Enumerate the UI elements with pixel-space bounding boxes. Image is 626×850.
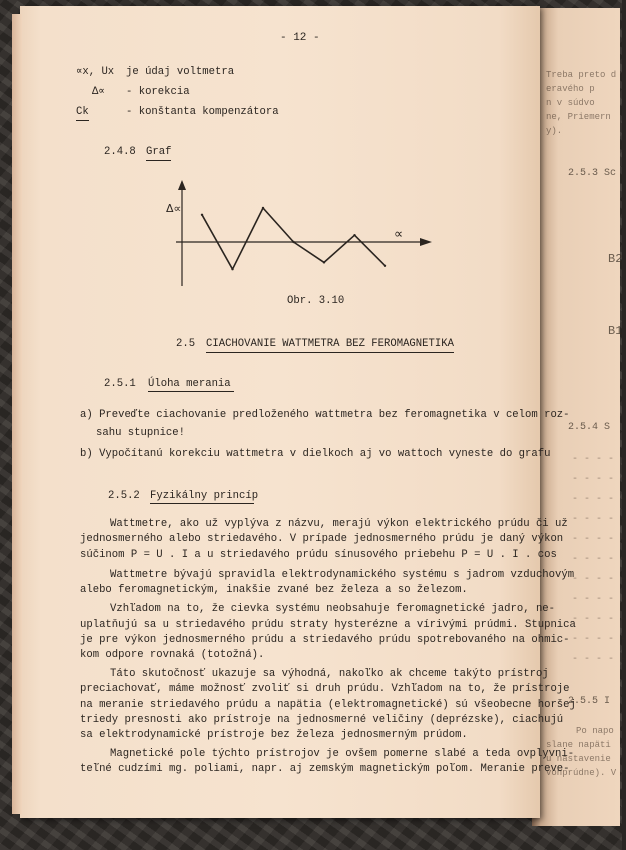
facing-dashes: - - - - - [572, 514, 626, 525]
facing-dashes: - - - - - [572, 494, 626, 505]
facing-dashes: - - - - - [572, 534, 626, 545]
paragraph-line: kom odpore rovnaká (totožná). [80, 649, 265, 661]
paragraph-line: jednosmerného alebo striedavého. V prípade jednosmerného prúdu je daný výkon [80, 533, 564, 545]
section-number: 2.5.2 [108, 490, 140, 502]
facing-dashes: - - - - - [572, 454, 626, 465]
facing-line: eravého p [546, 84, 595, 94]
data-point [231, 268, 233, 270]
task-a-line2: sahu stupnice! [96, 427, 186, 439]
paragraph-line: Wattmetre, ako už vyplýva z názvu, merajú výkon elektrického prúdu či už [110, 518, 568, 530]
paragraph-line: Vzhľadom na to, že cievka systému neobsahuje feromagnetické jadro, ne- [110, 603, 556, 615]
series-line [202, 208, 385, 269]
section-underline [148, 391, 234, 392]
paragraph-line: preciachovať, máme možnosť zvoliť si druh prúdu. Vzhľadom na to, že prístroje [80, 683, 570, 695]
data-point [353, 234, 355, 236]
facing-line: Treba preto d [546, 70, 617, 80]
section-title: Graf [146, 146, 171, 161]
task-a-line1: a) Preveďte ciachovanie predloženého wattmetra bez feromagnetika v celom roz- [80, 409, 570, 421]
definition-symbol: ∝x, Ux [76, 66, 115, 78]
definition-symbol: Δ∝ [92, 86, 105, 98]
facing-line: y). [546, 126, 563, 136]
paragraph-line: uplatňujú sa u striedavého prúdu straty hysterézne a vírivými prúdmi. Stupnica [80, 619, 576, 631]
paragraph-line: je pre výkon jednosmerného prúdu a striedavého prúdu spotrebovaného na ohmic- [80, 634, 570, 646]
section-number: 2.4.8 [104, 146, 136, 158]
facing-line: vonprúdne). V [546, 768, 617, 778]
facing-label-b1: B1 [608, 324, 623, 338]
data-point [323, 261, 325, 263]
x-axis-label: ∝ [394, 227, 404, 242]
facing-dashes: - - - - - [572, 554, 626, 565]
paragraph-line: Táto skutočnosť ukazuje sa výhodná, nakoľko ak chceme takýto prístroj [110, 668, 549, 680]
graph [0, 0, 622, 320]
page-number: - 12 - [280, 32, 320, 44]
paragraph-line: na meranie striedavého prúdu a napätia (elektromagnetické) sú všeobecne horšej [80, 699, 576, 711]
paragraph-line: Magnetické pole týchto prístrojov je ovšem pomerne slabé a teda ovplyvni- [110, 748, 575, 760]
data-point [262, 207, 264, 209]
paragraph-line: Wattmetre bývajú spravidla elektrodynamického systému s jadrom vzduchovým [110, 569, 575, 581]
definition-text: - korekcia [126, 86, 190, 98]
facing-label-b2: B2 [608, 252, 623, 266]
definition-symbol: Ck [76, 106, 89, 121]
facing-dashes: - - - - - [572, 594, 626, 605]
definition-text: je údaj voltmetra [126, 66, 235, 78]
paragraph-line: sa elektrodynamické prístroje bez železa jednosmerným prúdom. [80, 729, 468, 741]
section-title: Fyzikálny princíp [150, 490, 259, 502]
definition-text: - konštanta kompenzátora [126, 106, 279, 118]
y-axis-arrow [178, 180, 186, 190]
facing-dashes: - - - - - [572, 654, 626, 665]
x-axis-arrow [420, 238, 432, 246]
figure-caption: Obr. 3.10 [287, 295, 345, 307]
facing-dashes: - - - - - [572, 614, 626, 625]
section-number: 2.5 [176, 338, 196, 350]
paragraph-line: teľné cudzími mg. poliami, napr. aj zemským magnetickým poľom. Meranie preve- [80, 763, 570, 775]
data-point [292, 241, 294, 243]
paragraph-line: súčinom P = U . I a u striedavého prúdu sínusového priebehu P = U . I . cos [80, 549, 557, 561]
facing-line: u nastavenie [546, 754, 611, 764]
facing-heading: 2.5.4 S [568, 422, 611, 433]
facing-line: slane napäti [546, 740, 611, 750]
facing-heading: 2.5.5 I [568, 696, 611, 707]
data-point [201, 214, 203, 216]
facing-line: n v súdvo [546, 98, 595, 108]
data-point [384, 265, 386, 267]
y-axis-label: Δ∝ [166, 202, 182, 215]
paragraph-line: alebo feromagnetickým, inakšie zvané bez železa a so železom. [80, 584, 468, 596]
section-title: Úloha merania [148, 378, 231, 390]
section-underline [150, 503, 254, 504]
facing-dashes: - - - - - [572, 474, 626, 485]
facing-dashes: - - - - - [572, 634, 626, 645]
section-title: CIACHOVANIE WATTMETRA BEZ FEROMAGNETIKA [206, 338, 454, 353]
section-number: 2.5.1 [104, 378, 136, 390]
paragraph-line: triedy presnosti ako prístroje na jednosmerné veličiny (deprézske), ciachujú [80, 714, 564, 726]
facing-dashes: - - - - - [572, 574, 626, 585]
task-b-line1: b) Vypočítanú korekciu wattmetra v dielkoch aj vo wattoch vyneste do grafu [80, 448, 551, 460]
facing-line: ne, Priemern [546, 112, 611, 122]
facing-heading: 2.5.3 Sc [568, 168, 617, 179]
facing-line: Po napo [576, 726, 614, 736]
